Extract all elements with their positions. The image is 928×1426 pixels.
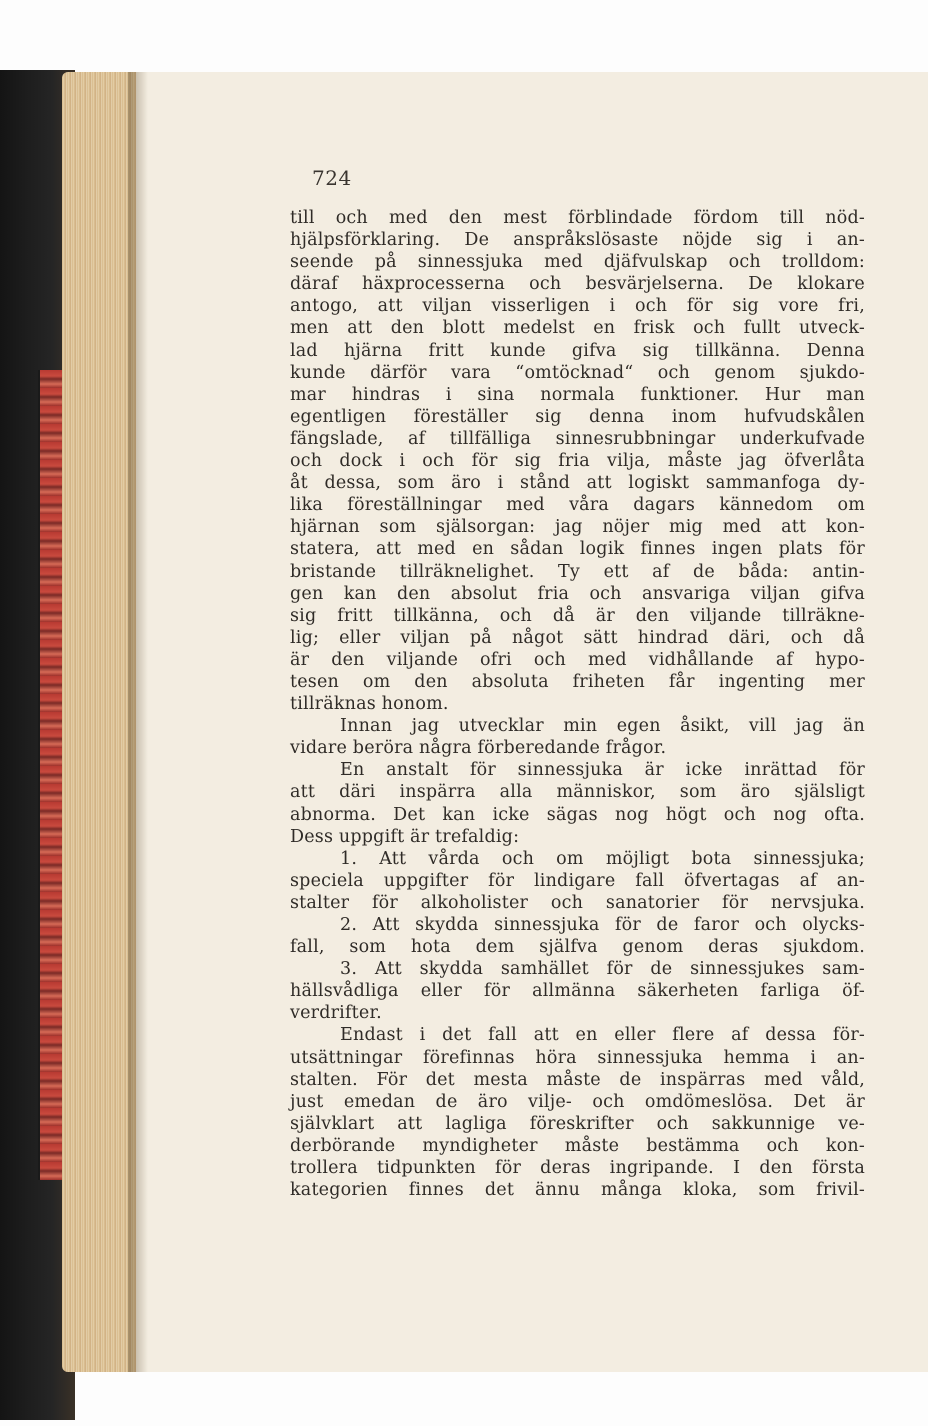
text-line: gen kan den absolut fria och ansvariga viljan gifva: [290, 583, 865, 604]
text-line: lad hjärna fritt kunde gifva sig tillkänna. Denna: [290, 340, 865, 361]
text-line: verdrifter.: [290, 1003, 382, 1024]
text-line: Innan jag utvecklar min egen åsikt, vill jag än: [340, 716, 865, 737]
text-line: sig fritt tillkänna, och då är den viljande tillräkne-: [290, 605, 865, 626]
text-line: att däri inspärra alla människor, som äro själsligt: [290, 782, 865, 803]
text-line: hjärnan som själsorgan: jag nöjer mig med att kon-: [290, 517, 865, 538]
text-line: självklart att lagliga föreskrifter och sakkunnige ve-: [290, 1113, 865, 1134]
body-text: [290, 207, 865, 1201]
text-line: bristande tillräknelighet. Ty ett af de båda: antin-: [290, 561, 865, 582]
text-line: tesen om den absoluta friheten får ingenting mer: [290, 671, 865, 692]
text-line: hjälpsförklaring. De anspråkslösaste nöjde sig i an-: [290, 230, 865, 251]
text-line: är den viljande ofri och med vidhållande af hypo-: [290, 649, 865, 670]
text-line: tillräknas honom.: [290, 694, 449, 715]
text-line: vidare beröra några förberedande frågor.: [290, 738, 667, 759]
text-line: derbörande myndigheter måste bestämma och kon-: [290, 1135, 865, 1156]
text-line: utsättningar förefinnas höra sinnessjuka hemma i an-: [290, 1047, 865, 1068]
text-line: lika föreställningar med våra dagars kännedom om: [290, 495, 865, 516]
text-line: Endast i det fall att en eller flere af dessa för-: [340, 1025, 865, 1046]
page-number: 724: [312, 166, 352, 190]
text-line: seende på sinnessjuka med djäfvulskap och trolldom:: [290, 252, 865, 273]
text-line: 1. Att vårda och om möjligt bota sinnessjuka;: [340, 848, 865, 869]
text-line: kunde därför vara “omtöcknad“ och genom sjukdo-: [290, 362, 865, 383]
text-line: däraf häxprocesserna och besvärjelserna. De klokare: [290, 274, 865, 295]
text-line: 3. Att skydda samhället för de sinnessjukes sam-: [340, 959, 865, 980]
text-line: och dock i och för sig fria vilja, måste jag öfverlåta: [290, 451, 865, 472]
text-line: mar hindras i sina normala funktioner. Hur man: [290, 384, 865, 405]
text-line: fängslade, af tillfälliga sinnesrubbningar underkufvade: [290, 428, 865, 449]
text-line: lig; eller viljan på något sätt hindrad däri, och då: [290, 627, 865, 648]
text-line: stalten. För det mesta måste de inspärras med våld,: [290, 1069, 865, 1090]
text-line: statera, att med en sådan logik finnes ingen plats för: [290, 539, 865, 560]
text-line: kategorien finnes det ännu många kloka, som frivil-: [290, 1180, 865, 1201]
text-line: men att den blott medelst en frisk och fullt utveck-: [290, 318, 865, 339]
text-line: åt dessa, som äro i stånd att logiskt sammanfoga dy-: [290, 473, 865, 494]
text-line: stalter för alkoholister och sanatorier för nervsjuka.: [290, 892, 865, 913]
text-line: till och med den mest förblindade fördom till nöd-: [290, 208, 865, 228]
text-line: 2. Att skydda sinnessjuka för de faror och olycks-: [340, 915, 865, 935]
text-line: just emedan de äro vilje- och omdömeslösa. Det är: [290, 1091, 865, 1112]
text-line: En anstalt för sinnessjuka är icke inrättad för: [340, 760, 865, 781]
text-line: egentligen föreställer sig denna inom hufvudskålen: [290, 406, 865, 427]
text-line: fall, som hota dem själfva genom deras sjukdom.: [290, 937, 865, 958]
text-line: speciela uppgifter för lindigare fall öfvertagas af an-: [290, 870, 865, 891]
text-line: trollera tidpunkten för deras ingripande. I den första: [290, 1158, 865, 1179]
text-line: abnorma. Det kan icke sägas nog högt och nog ofta.: [290, 804, 865, 825]
text-line: hällsvådliga eller för allmänna säkerheten farliga öf-: [290, 981, 865, 1002]
text-line: Dess uppgift är trefaldig:: [290, 826, 520, 847]
text-line: antogo, att viljan visserligen i och för sig vore fri,: [290, 296, 865, 317]
gutter-shadow: [128, 72, 148, 1372]
